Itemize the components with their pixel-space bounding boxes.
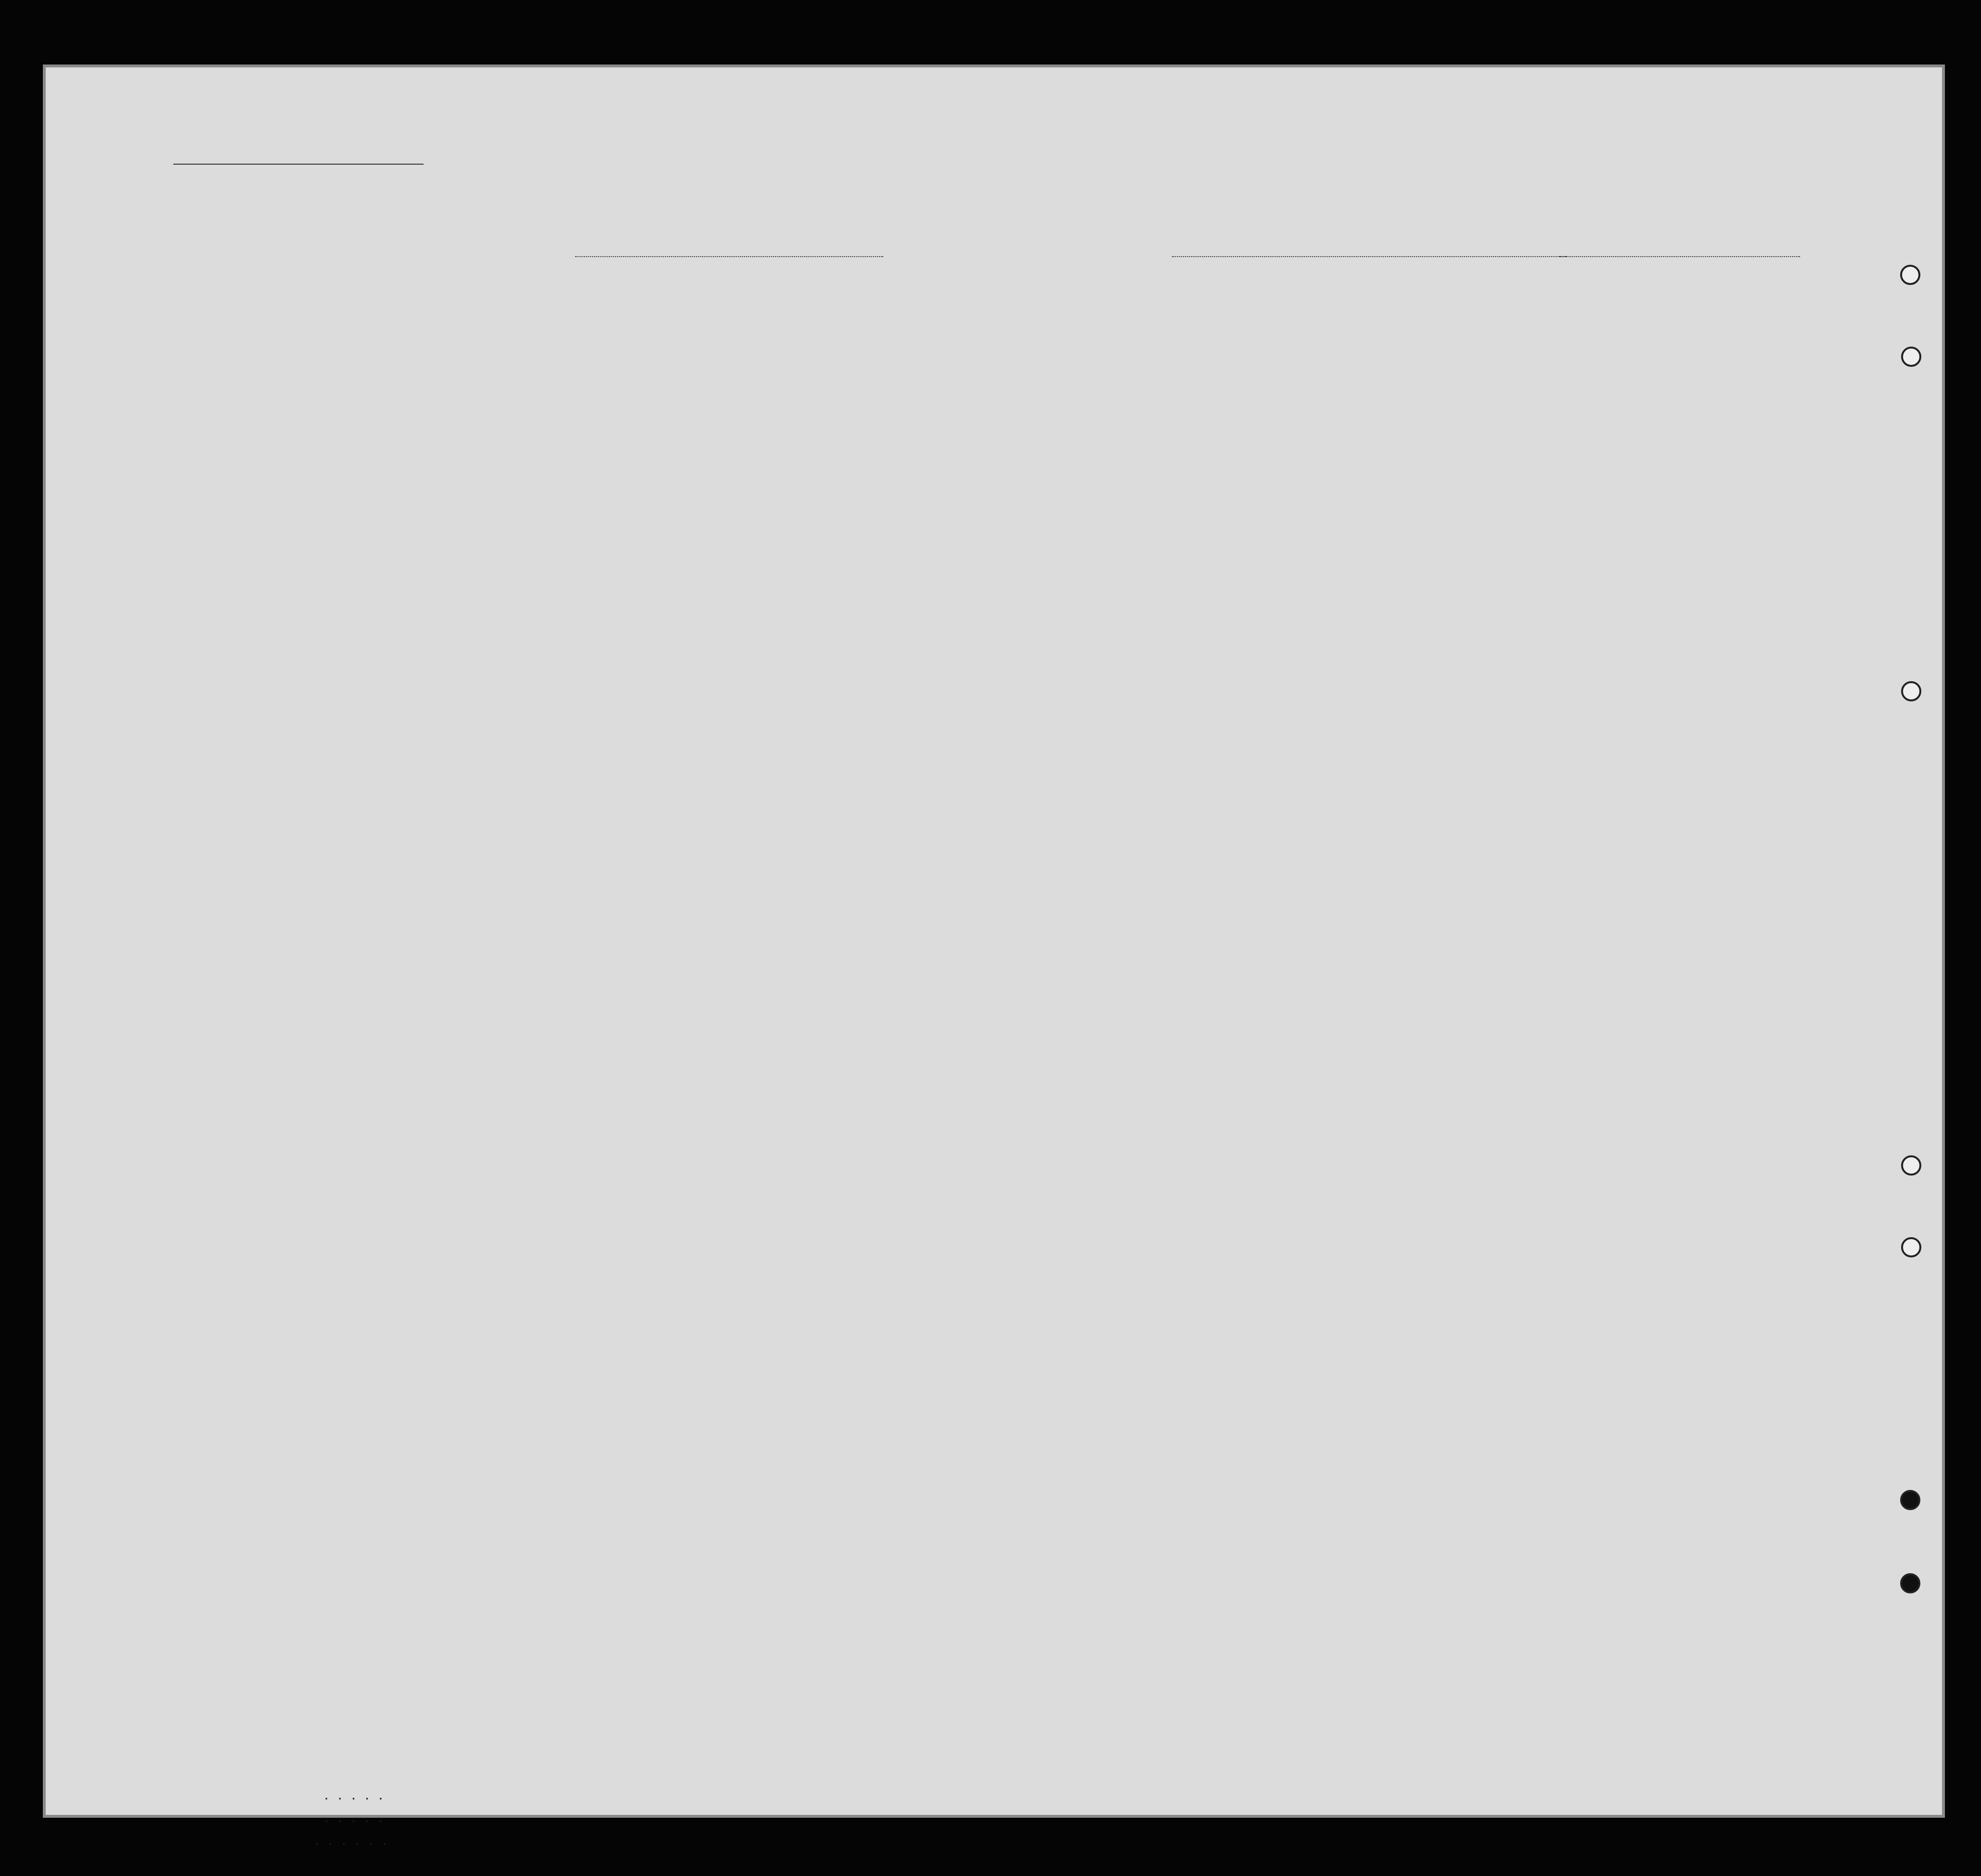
binder-hole-icon (1901, 347, 1921, 367)
binder-hole-icon (1901, 1237, 1921, 1257)
binder-hole-icon (1901, 1155, 1921, 1176)
binder-hole-icon (1900, 1490, 1920, 1510)
manifest-sheet (46, 67, 1942, 1847)
dots-1: . . . . . (325, 1790, 386, 1802)
binder-hole-icon (1901, 681, 1921, 701)
manifest-grid (46, 67, 1942, 1815)
binder-hole-icon (1900, 1573, 1920, 1593)
binder-hole-icon (1900, 265, 1920, 285)
dots-2: . . . . . (325, 1812, 386, 1824)
dots-3: . . . . . . (315, 1835, 390, 1847)
